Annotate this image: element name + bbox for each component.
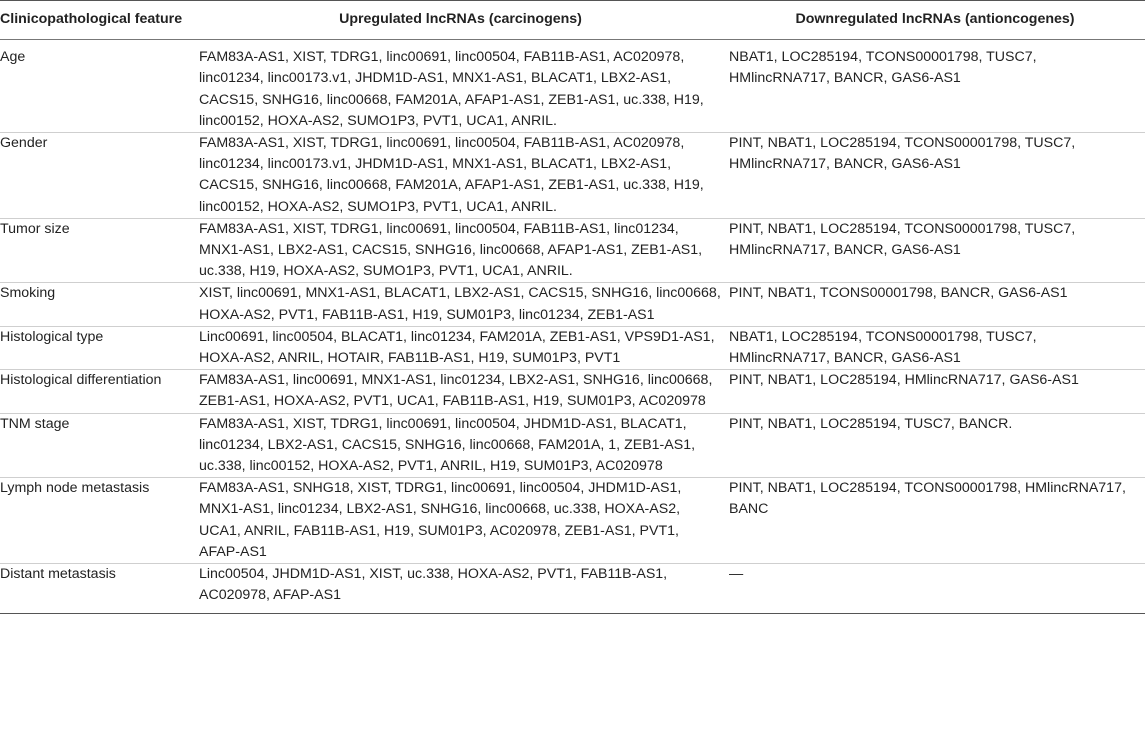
feature-cell: Lymph node metastasis (0, 478, 196, 564)
downregulated-cell: NBAT1, LOC285194, TCONS00001798, TUSC7, HMlincRNA717, BANCR, GAS6-AS1 (729, 49, 1037, 87)
header-row (0, 1, 1145, 40)
header-upregulated: Upregulated lncRNAs (carcinogens) (196, 1, 725, 40)
upregulated-cell: FAM83A-AS1, XIST, TDRG1, linc00691, linc00504, FAB11B-AS1, AC020978, linc01234, linc00173.v1, JHDM1D-AS1, MNX1-AS1, BLACAT1, LBX2-AS1, CACS15, SNHG16, linc00668, FAM201A, AFAP1-AS1, ZEB1-AS1, uc.338, H19, linc00152, HOXA-AS2, SUMO1P3, PVT1, UCA1, ANRIL. (199, 49, 704, 129)
upregulated-cell: Linc00691, linc00504, BLACAT1, linc01234, FAM201A, ZEB1-AS1, VPS9D1-AS1, HOXA-AS2, ANRIL, HOTAIR, FAB11B-AS1, H19, SUM01P3, PVT1 (196, 326, 725, 369)
table-row (0, 370, 1145, 413)
feature-cell: Tumor size (0, 218, 196, 283)
table-row (0, 133, 1145, 219)
header-downregulated: Downregulated lncRNAs (antioncogenes) (725, 1, 1145, 40)
feature-cell: Histological differentiation (0, 370, 196, 413)
table-body (0, 40, 1145, 614)
downregulated-cell: PINT, NBAT1, LOC285194, TCONS00001798, TUSC7, HMlincRNA717, BANCR, GAS6-AS1 (725, 218, 1145, 283)
header-feature: Clinicopathological feature (0, 1, 196, 40)
table-row (0, 283, 1145, 326)
feature-cell: TNM stage (0, 413, 196, 478)
table-row (0, 218, 1145, 283)
feature-cell: Smoking (0, 283, 196, 326)
upregulated-cell: FAM83A-AS1, XIST, TDRG1, linc00691, linc00504, FAB11B-AS1, AC020978, linc01234, linc00173.v1, JHDM1D-AS1, MNX1-AS1, BLACAT1, LBX2-AS1, CACS15, SNHG16, linc00668, FAM201A, AFAP1-AS1, ZEB1-AS1, uc.338, H19, linc00152, HOXA-AS2, SUMO1P3, PVT1, UCA1, ANRIL. (196, 133, 725, 219)
downregulated-cell: PINT, NBAT1, LOC285194, HMlincRNA717, GAS6-AS1 (725, 370, 1145, 413)
table-row (0, 326, 1145, 369)
table-header (0, 1, 1145, 40)
feature-cell: Age (0, 49, 26, 66)
upregulated-cell: FAM83A-AS1, XIST, TDRG1, linc00691, linc00504, FAB11B-AS1, linc01234, MNX1-AS1, LBX2-AS1, CACS15, SNHG16, linc00668, AFAP1-AS1, ZEB1-AS1, uc.338, H19, HOXA-AS2, SUMO1P3, PVT1, UCA1, ANRIL. (196, 218, 725, 283)
downregulated-cell: PINT, NBAT1, LOC285194, TCONS00001798, TUSC7, HMlincRNA717, BANCR, GAS6-AS1 (725, 133, 1145, 219)
upregulated-cell: XIST, linc00691, MNX1-AS1, BLACAT1, LBX2-AS1, CACS15, SNHG16, linc00668, HOXA-AS2, PVT1, FAB11B-AS1, H19, SUM01P3, linc01234, ZEB1-AS1 (196, 283, 725, 326)
downregulated-cell: — (725, 564, 1145, 614)
upregulated-cell: FAM83A-AS1, linc00691, MNX1-AS1, linc01234, LBX2-AS1, SNHG16, linc00668, ZEB1-AS1, HOXA-AS2, PVT1, UCA1, FAB11B-AS1, H19, SUM01P3, AC020978 (196, 370, 725, 413)
downregulated-cell: PINT, NBAT1, LOC285194, TCONS00001798, HMlincRNA717, BANC (725, 478, 1145, 564)
table-row (0, 413, 1145, 478)
feature-cell: Gender (0, 133, 196, 219)
upregulated-cell: FAM83A-AS1, XIST, TDRG1, linc00691, linc00504, JHDM1D-AS1, BLACAT1, linc01234, LBX2-AS1, CACS15, SNHG16, linc00668, FAM201A, 1, ZEB1-AS1, uc.338, linc00152, HOXA-AS2, PVT1, ANRIL, H19, SUM01P3, AC020978 (196, 413, 725, 478)
feature-cell: Distant metastasis (0, 564, 196, 614)
feature-cell: Histological type (0, 326, 196, 369)
upregulated-cell: FAM83A-AS1, SNHG18, XIST, TDRG1, linc00691, linc00504, JHDM1D-AS1, MNX1-AS1, linc01234, LBX2-AS1, SNHG16, linc00668, uc.338, HOXA-AS2, UCA1, ANRIL, FAB11B-AS1, H19, SUM01P3, AC020978, ZEB1-AS1, PVT1, AFAP-AS1 (196, 478, 725, 564)
table-row (0, 564, 1145, 614)
downregulated-cell: PINT, NBAT1, TCONS00001798, BANCR, GAS6-AS1 (725, 283, 1145, 326)
downregulated-cell: NBAT1, LOC285194, TCONS00001798, TUSC7, HMlincRNA717, BANCR, GAS6-AS1 (725, 326, 1145, 369)
table-row (0, 40, 1145, 133)
downregulated-cell: PINT, NBAT1, LOC285194, TUSC7, BANCR. (725, 413, 1145, 478)
table-row (0, 478, 1145, 564)
upregulated-cell: Linc00504, JHDM1D-AS1, XIST, uc.338, HOXA-AS2, PVT1, FAB11B-AS1, AC020978, AFAP-AS1 (196, 564, 725, 614)
